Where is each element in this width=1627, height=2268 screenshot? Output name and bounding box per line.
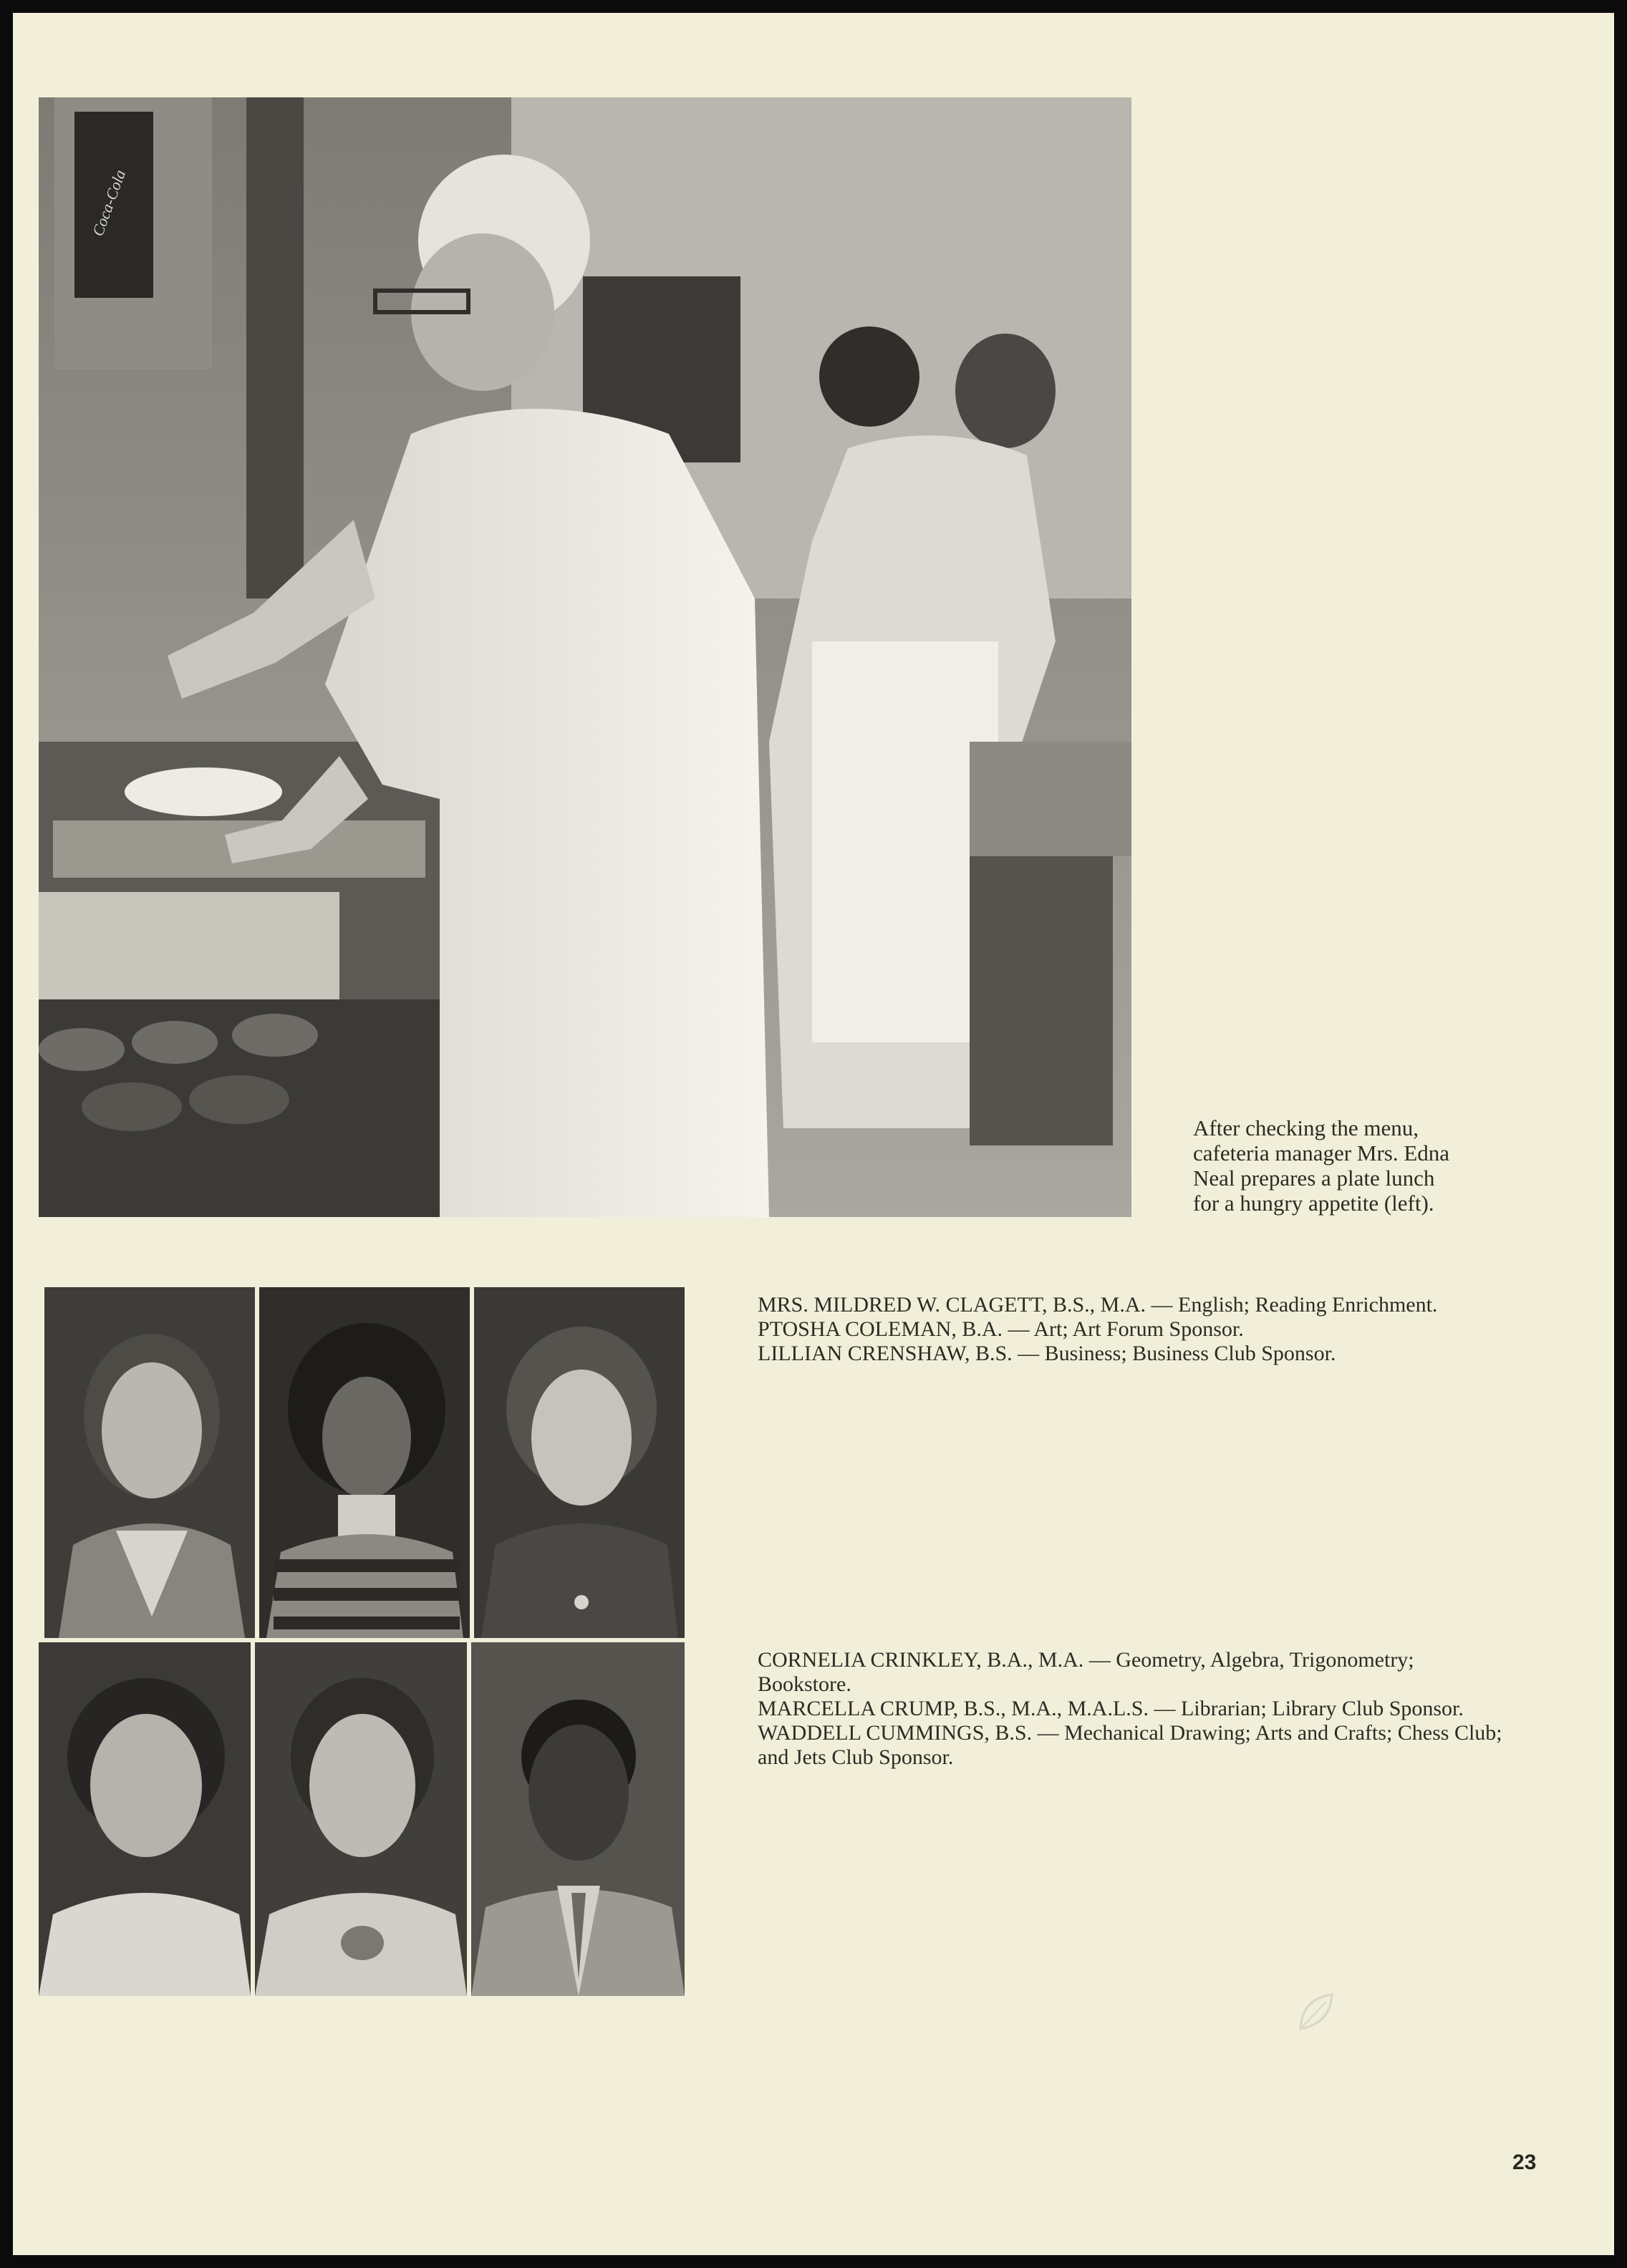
faculty-entry: LILLIAN CRENSHAW, B.S. — Business; Business Club Sponsor. (758, 1342, 1336, 1365)
caption-line: for a hungry appetite (left). (1193, 1191, 1434, 1216)
caption-line: After checking the menu, (1193, 1115, 1419, 1140)
faculty-list-2 (758, 1648, 1502, 1770)
faculty-list-1 (758, 1293, 1502, 1366)
yearbook-page (13, 13, 1614, 2255)
portrait-cummings (471, 1642, 685, 1996)
portrait-crenshaw (474, 1287, 685, 1638)
faculty-entry: MARCELLA CRUMP, B.S., M.A., M.A.L.S. — Librarian; Library Club Sponsor. (758, 1697, 1464, 1720)
caption-line: Neal prepares a plate lunch (1193, 1166, 1435, 1191)
faculty-entry: MRS. MILDRED W. CLAGETT, B.S., M.A. — English; Reading Enrichment. (758, 1293, 1438, 1317)
faculty-entry: WADDELL CUMMINGS, B.S. — Mechanical Drawing; Arts and Crafts; Chess Club; and Jets Club Sponsor. (758, 1721, 1502, 1769)
leaf-icon (1295, 1989, 1338, 2035)
portrait-coleman (259, 1287, 470, 1638)
cafeteria-photo (39, 97, 1131, 1217)
sign-text: Coca-Cola (88, 167, 130, 239)
portrait-crump (255, 1642, 467, 1996)
portrait-clagett (44, 1287, 255, 1638)
caption-line: cafeteria manager Mrs. Edna (1193, 1140, 1450, 1166)
faculty-entry: CORNELIA CRINKLEY, B.A., M.A. — Geometry, Algebra, Trigonometry; Bookstore. (758, 1648, 1414, 1696)
photo-caption (1193, 1115, 1494, 1216)
faculty-entry: PTOSHA COLEMAN, B.A. — Art; Art Forum Sponsor. (758, 1317, 1244, 1341)
portrait-crinkley (39, 1642, 251, 1996)
page-number: 23 (1512, 2151, 1537, 2174)
